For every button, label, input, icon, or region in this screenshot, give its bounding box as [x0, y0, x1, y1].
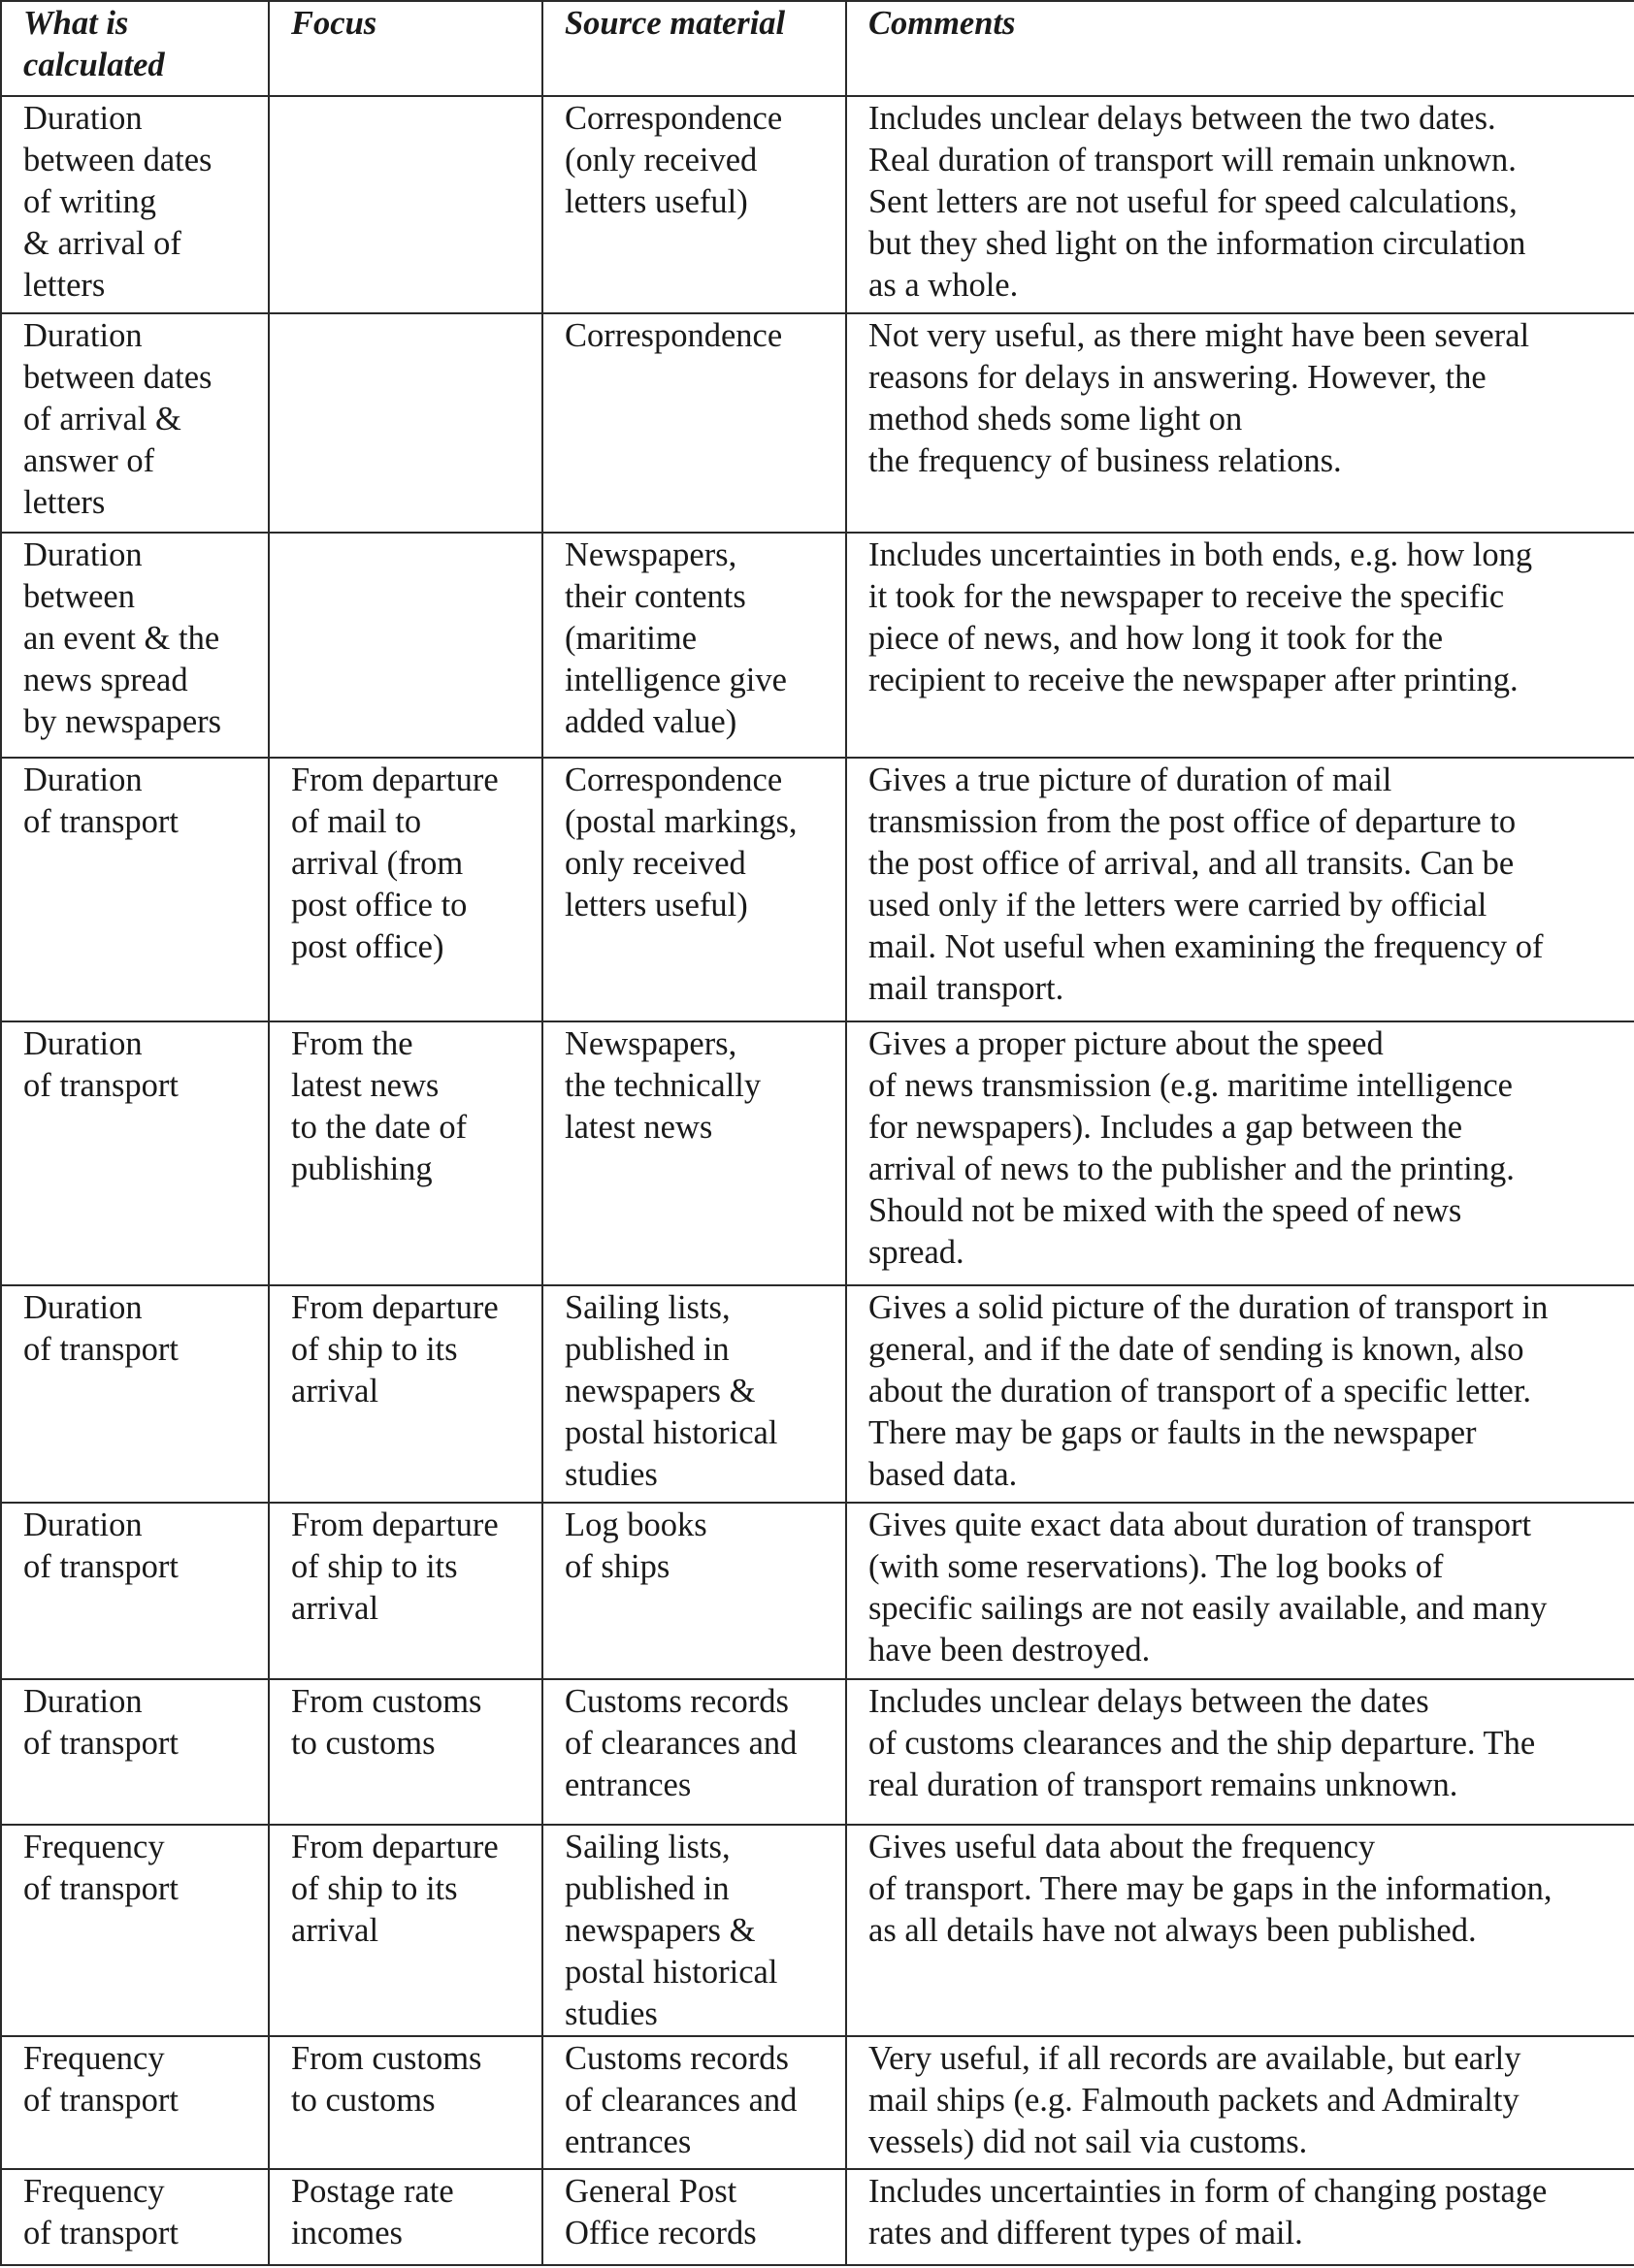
cell-text-line: added value)	[565, 703, 737, 740]
cell-text-line: Frequency	[23, 2173, 165, 2210]
header-row	[1, 1, 1634, 96]
cell-text-line: arrival	[291, 1912, 379, 1949]
cell-text-line: mail. Not useful when examining the frequency of	[868, 928, 1544, 965]
cell-text-line: of transport	[23, 2082, 180, 2119]
cell-text-line: Correspondence	[565, 761, 783, 798]
cell-text-line: Correspondence	[565, 100, 783, 137]
cell-text-line: about the duration of transport of a specific letter.	[868, 1373, 1532, 1409]
table-row	[1, 2036, 1634, 2169]
what-is-calculated-cell	[1, 533, 269, 758]
focus-cell	[269, 313, 542, 533]
cell-text-line: arrival (from	[291, 845, 464, 882]
table-row	[1, 1825, 1634, 2036]
cell-text-line: publishing	[291, 1150, 433, 1187]
cell-text-line: of clearances and	[565, 1725, 798, 1762]
cell-text-line: arrival	[291, 1590, 379, 1627]
cell-text-line: entrances	[565, 2123, 692, 2160]
header-what-is-calculated: What is calculated	[1, 1, 269, 96]
cell-text-line: Gives useful data about the frequency	[868, 1829, 1376, 1865]
cell-text-line: entrances	[565, 1766, 692, 1803]
cell-text-line: of ship to its	[291, 1548, 458, 1585]
cell-text-line: Real duration of transport will remain unknown.	[868, 142, 1517, 178]
cell-text-line: (maritime	[565, 620, 698, 657]
table-row	[1, 2169, 1634, 2265]
cell-text-line: newspapers &	[565, 1373, 756, 1409]
cell-text-line: latest news	[565, 1109, 713, 1146]
cell-text-line: mail ships (e.g. Falmouth packets and Admiralty	[868, 2082, 1520, 2119]
source-material-cell	[542, 96, 846, 313]
what-is-calculated-cell	[1, 1021, 269, 1285]
table-row	[1, 313, 1634, 533]
source-material-cell	[542, 1679, 846, 1825]
table-row	[1, 96, 1634, 313]
comments-cell	[846, 2169, 1634, 2265]
header-focus: Focus	[269, 1, 542, 96]
what-is-calculated-cell	[1, 313, 269, 533]
cell-text-line: Should not be mixed with the speed of news	[868, 1192, 1462, 1229]
cell-text-line: Includes unclear delays between the dates	[868, 1683, 1429, 1720]
cell-text-line: (with some reservations). The log books of	[868, 1548, 1444, 1585]
focus-cell	[269, 758, 542, 1021]
cell-text-line: Includes uncertainties in form of changing postage	[868, 2173, 1548, 2210]
cell-text-line: of transport	[23, 2215, 180, 2252]
comments-cell	[846, 1285, 1634, 1503]
cell-text-line: to the date of	[291, 1109, 468, 1146]
cell-text-line: rates and different types of mail.	[868, 2215, 1303, 2252]
cell-text-line: only received	[565, 845, 746, 882]
cell-text-line: Gives a proper picture about the speed	[868, 1025, 1384, 1062]
cell-text-line: postal historical	[565, 1414, 778, 1451]
source-material-cell	[542, 2169, 846, 2265]
cell-text-line: Duration	[23, 317, 143, 354]
cell-text-line: but they shed light on the information circulation	[868, 225, 1526, 262]
cell-text-line: of ships	[565, 1548, 670, 1585]
cell-text-line: method sheds some light on	[868, 401, 1243, 437]
cell-text-line: & arrival of	[23, 225, 181, 262]
cell-text-line: between dates	[23, 142, 212, 178]
cell-text-line: piece of news, and how long it took for the	[868, 620, 1444, 657]
focus-cell	[269, 1825, 542, 2036]
comments-cell	[846, 2036, 1634, 2169]
focus-cell	[269, 1503, 542, 1679]
comments-cell	[846, 313, 1634, 533]
cell-text-line: From customs	[291, 2040, 482, 2077]
what-is-calculated-cell	[1, 2169, 269, 2265]
cell-text-line: Sailing lists,	[565, 1829, 731, 1865]
source-material-cell	[542, 313, 846, 533]
focus-cell	[269, 1679, 542, 1825]
comments-cell	[846, 1679, 1634, 1825]
cell-text-line: general, and if the date of sending is known, also	[868, 1331, 1524, 1368]
cell-text-line: post office to	[291, 887, 468, 923]
cell-text-line: based data.	[868, 1456, 1018, 1493]
cell-text-line: letters useful)	[565, 887, 748, 923]
comments-cell	[846, 533, 1634, 758]
cell-text-line: post office)	[291, 928, 444, 965]
comments-cell	[846, 96, 1634, 313]
cell-text-line: Duration	[23, 100, 143, 137]
cell-text-line: newspapers &	[565, 1912, 756, 1949]
cell-text-line: Log books	[565, 1507, 707, 1543]
focus-cell	[269, 96, 542, 313]
cell-text-line: the post office of arrival, and all transits. Can be	[868, 845, 1515, 882]
cell-text-line: (postal markings,	[565, 803, 798, 840]
cell-text-line: answer of	[23, 442, 155, 479]
cell-text-line: mail transport.	[868, 970, 1064, 1007]
cell-text-line: of writing	[23, 183, 157, 220]
cell-text-line: studies	[565, 1995, 658, 2032]
cell-text-line: between dates	[23, 359, 212, 396]
cell-text-line: General Post	[565, 2173, 737, 2210]
cell-text-line: between	[23, 578, 135, 615]
cell-text-line: latest news	[291, 1067, 440, 1104]
cell-text-line: Duration	[23, 1289, 143, 1326]
cell-text-line: to customs	[291, 1725, 436, 1762]
cell-text-line: of news transmission (e.g. maritime intelligence	[868, 1067, 1513, 1104]
cell-text-line: of transport	[23, 1548, 180, 1585]
cell-text-line: From departure	[291, 1507, 499, 1543]
cell-text-line: news spread	[23, 662, 188, 698]
table-row	[1, 1285, 1634, 1503]
cell-text-line: incomes	[291, 2215, 403, 2252]
cell-text-line: From departure	[291, 1289, 499, 1326]
source-material-cell	[542, 2036, 846, 2169]
cell-text-line: as all details have not always been published.	[868, 1912, 1477, 1949]
cell-text-line: for newspapers). Includes a gap between the	[868, 1109, 1463, 1146]
cell-text-line: of transport	[23, 803, 180, 840]
cell-text-line: reasons for delays in answering. However, the	[868, 359, 1487, 396]
cell-text-line: Sailing lists,	[565, 1289, 731, 1326]
cell-text-line: recipient to receive the newspaper after printing.	[868, 662, 1519, 698]
cell-text-line: Gives a true picture of duration of mail	[868, 761, 1392, 798]
cell-text-line: real duration of transport remains unknown.	[868, 1766, 1458, 1803]
cell-text-line: Very useful, if all records are available, but early	[868, 2040, 1521, 2077]
cell-text-line: (only received	[565, 142, 758, 178]
cell-text-line: have been destroyed.	[868, 1632, 1151, 1669]
cell-text-line: There may be gaps or faults in the newspaper	[868, 1414, 1477, 1451]
header-comments: Comments	[846, 1, 1634, 96]
focus-cell	[269, 1285, 542, 1503]
cell-text-line: it took for the newspaper to receive the specific	[868, 578, 1505, 615]
table-row	[1, 533, 1634, 758]
source-material-cell	[542, 1825, 846, 2036]
cell-text-line: letters	[23, 484, 106, 521]
table-row	[1, 1021, 1634, 1285]
cell-text-line: spread.	[868, 1234, 964, 1271]
source-material-cell	[542, 1503, 846, 1679]
focus-cell	[269, 2036, 542, 2169]
cell-text-line: used only if the letters were carried by official	[868, 887, 1487, 923]
cell-text-line: of ship to its	[291, 1870, 458, 1907]
cell-text-line: of transport	[23, 1067, 180, 1104]
cell-text-line: studies	[565, 1456, 658, 1493]
comments-cell	[846, 1825, 1634, 2036]
cell-text-line: Not very useful, as there might have been several	[868, 317, 1530, 354]
cell-text-line: vessels) did not sail via customs.	[868, 2123, 1308, 2160]
cell-text-line: Duration	[23, 1507, 143, 1543]
cell-text-line: of clearances and	[565, 2082, 798, 2119]
cell-text-line: by newspapers	[23, 703, 222, 740]
cell-text-line: of transport	[23, 1331, 180, 1368]
cell-text-line: transmission from the post office of departure to	[868, 803, 1517, 840]
cell-text-line: as a whole.	[868, 267, 1019, 304]
cell-text-line: specific sailings are not easily available, and many	[868, 1590, 1548, 1627]
cell-text-line: From the	[291, 1025, 413, 1062]
table-row	[1, 1679, 1634, 1825]
cell-text-line: Duration	[23, 761, 143, 798]
cell-text-line: letters	[23, 267, 106, 304]
cell-text-line: intelligence give	[565, 662, 787, 698]
what-is-calculated-cell	[1, 1825, 269, 2036]
cell-text-line: Postage rate	[291, 2173, 454, 2210]
cell-text-line: Frequency	[23, 1829, 165, 1865]
cell-text-line: of transport	[23, 1725, 180, 1762]
cell-text-line: postal historical	[565, 1954, 778, 1991]
cell-text-line: published in	[565, 1331, 730, 1368]
comments-cell	[846, 1021, 1634, 1285]
cell-text-line: of transport. There may be gaps in the information,	[868, 1870, 1552, 1907]
what-is-calculated-cell	[1, 1503, 269, 1679]
cell-text-line: of ship to its	[291, 1331, 458, 1368]
cell-text-line: letters useful)	[565, 183, 748, 220]
cell-text-line: Sent letters are not useful for speed calculations,	[868, 183, 1518, 220]
cell-text-line: Gives a solid picture of the duration of transport in	[868, 1289, 1549, 1326]
what-is-calculated-cell	[1, 2036, 269, 2169]
cell-text-line: From customs	[291, 1683, 482, 1720]
cell-text-line: the technically	[565, 1067, 762, 1104]
cell-text-line: arrival	[291, 1373, 379, 1409]
cell-text-line: Office records	[565, 2215, 757, 2252]
what-is-calculated-cell	[1, 758, 269, 1021]
source-material-cell	[542, 1285, 846, 1503]
cell-text-line: Frequency	[23, 2040, 165, 2077]
cell-text-line: of customs clearances and the ship departure. The	[868, 1725, 1536, 1762]
comments-cell	[846, 1503, 1634, 1679]
cell-text-line: Customs records	[565, 1683, 789, 1720]
cell-text-line: Includes uncertainties in both ends, e.g. how long	[868, 536, 1533, 573]
cell-text-line: From departure	[291, 1829, 499, 1865]
cell-text-line: the frequency of business relations.	[868, 442, 1342, 479]
focus-cell	[269, 2169, 542, 2265]
cell-text-line: Duration	[23, 536, 143, 573]
cell-text-line: published in	[565, 1870, 730, 1907]
cell-text-line: Gives quite exact data about duration of transport	[868, 1507, 1532, 1543]
cell-text-line: of transport	[23, 1870, 180, 1907]
table-row	[1, 758, 1634, 1021]
cell-text-line: Correspondence	[565, 317, 783, 354]
focus-cell	[269, 1021, 542, 1285]
cell-text-line: Newspapers,	[565, 536, 737, 573]
cell-text-line: Newspapers,	[565, 1025, 737, 1062]
focus-cell	[269, 533, 542, 758]
cell-text-line: Duration	[23, 1683, 143, 1720]
comments-cell	[846, 758, 1634, 1021]
what-is-calculated-cell	[1, 1285, 269, 1503]
cell-text-line: From departure	[291, 761, 499, 798]
what-is-calculated-cell	[1, 1679, 269, 1825]
cell-text-line: arrival of news to the publisher and the printing.	[868, 1150, 1515, 1187]
source-material-cell	[542, 1021, 846, 1285]
cell-text-line: of arrival &	[23, 401, 181, 437]
cell-text-line: an event & the	[23, 620, 220, 657]
cell-text-line: to customs	[291, 2082, 436, 2119]
what-is-calculated-cell	[1, 96, 269, 313]
header-source-material: Source material	[542, 1, 846, 96]
source-material-cell	[542, 533, 846, 758]
cell-text-line: Includes unclear delays between the two dates.	[868, 100, 1496, 137]
source-material-cell	[542, 758, 846, 1021]
cell-text-line: of mail to	[291, 803, 422, 840]
table-row	[1, 1503, 1634, 1679]
cell-text-line: Duration	[23, 1025, 143, 1062]
cell-text-line: their contents	[565, 578, 746, 615]
cell-text-line: Customs records	[565, 2040, 789, 2077]
